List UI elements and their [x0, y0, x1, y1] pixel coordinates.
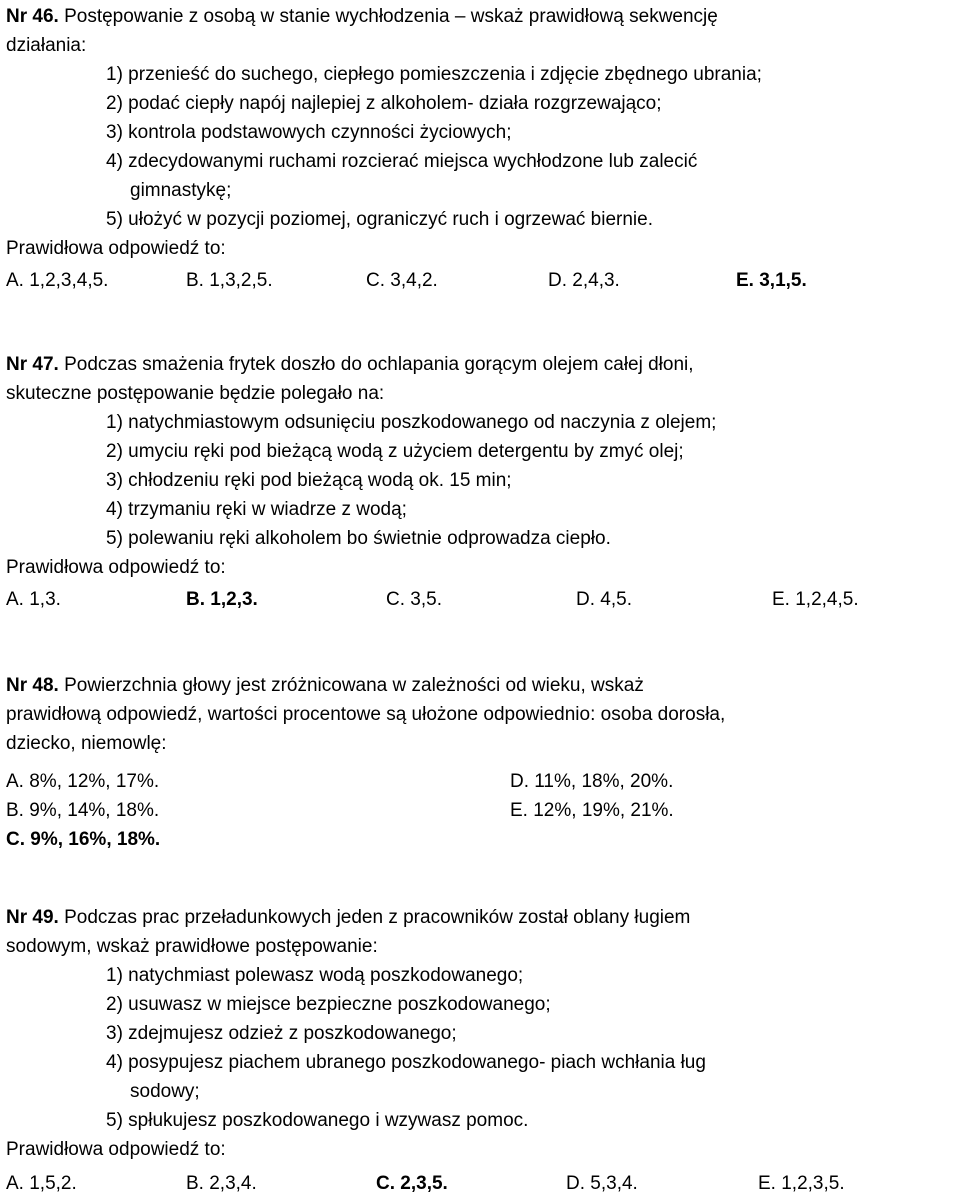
- option-item-5: 5) spłukujesz poszkodowanego i wzywasz pomoc.: [106, 1110, 529, 1131]
- question-49-stem-line-1: [6, 905, 690, 931]
- question-stem: dziecko, niemowlę:: [6, 733, 167, 754]
- option-item-2: 2) umyciu ręki pod bieżącą wodą z użyciem detergentu by zmyć olej;: [106, 441, 684, 462]
- answer-d: D. 5,3,4.: [566, 1173, 638, 1194]
- question-number: Nr 46.: [6, 6, 59, 27]
- question-stem: Podczas prac przeładunkowych jeden z pracowników został oblany ługiem: [64, 907, 691, 928]
- option-item-3: 3) kontrola podstawowych czynności życiowych;: [106, 122, 512, 143]
- question-stem: sodowym, wskaż prawidłowe postępowanie:: [6, 936, 378, 957]
- answer-d: D. 11%, 18%, 20%.: [510, 771, 674, 792]
- option-item-1: 1) przenieść do suchego, ciepłego pomieszczenia i zdjęcie zbędnego ubrania;: [106, 64, 762, 85]
- question-47-stem-line-1: [6, 352, 694, 378]
- answer-d: D. 4,5.: [576, 589, 632, 610]
- question-48-stem-line-1: [6, 673, 644, 699]
- question-stem: prawidłową odpowiedź, wartości procentowe są ułożone odpowiednio: osoba dorosła,: [6, 704, 726, 725]
- answer-b: B. 1,3,2,5.: [186, 270, 273, 291]
- answer-e: E. 1,2,4,5.: [772, 589, 859, 610]
- option-item-4-continued: gimnastykę;: [130, 180, 232, 201]
- option-item-3: 3) zdejmujesz odzież z poszkodowanego;: [106, 1023, 457, 1044]
- option-item-3: 3) chłodzeniu ręki pod bieżącą wodą ok. 15 min;: [106, 470, 512, 491]
- question-stem: Powierzchnia głowy jest zróżnicowana w zależności od wieku, wskaż: [64, 675, 644, 696]
- option-item-2: 2) usuwasz w miejsce bezpieczne poszkodowanego;: [106, 994, 551, 1015]
- option-item-4: 4) trzymaniu ręki w wiadrze z wodą;: [106, 499, 407, 520]
- question-number: Nr 49.: [6, 907, 59, 928]
- answer-e: E. 12%, 19%, 21%.: [510, 800, 674, 821]
- question-stem: Postępowanie z osobą w stanie wychłodzenia – wskaż prawidłową sekwencję: [64, 6, 718, 27]
- answer-b: B. 2,3,4.: [186, 1173, 257, 1194]
- answer-b-correct: B. 1,2,3.: [186, 589, 258, 610]
- question-number: Nr 47.: [6, 354, 59, 375]
- option-item-2: 2) podać ciepły napój najlepiej z alkoholem- działa rozgrzewająco;: [106, 93, 662, 114]
- option-item-5: 5) polewaniu ręki alkoholem bo świetnie odprowadza ciepło.: [106, 528, 611, 549]
- question-stem: skuteczne postępowanie będzie polegało na:: [6, 383, 385, 404]
- answer-a: A. 1,3.: [6, 589, 61, 610]
- option-item-5: 5) ułożyć w pozycji poziomej, ograniczyć ruch i ogrzewać biernie.: [106, 209, 654, 230]
- answer-prompt: Prawidłowa odpowiedź to:: [6, 238, 226, 259]
- answer-c-correct: C. 2,3,5.: [376, 1173, 448, 1194]
- question-stem: Podczas smażenia frytek doszło do ochlapania gorącym olejem całej dłoni,: [64, 354, 694, 375]
- option-item-1: 1) natychmiast polewasz wodą poszkodowanego;: [106, 965, 524, 986]
- answer-b: B. 9%, 14%, 18%.: [6, 800, 160, 821]
- answer-prompt: Prawidłowa odpowiedź to:: [6, 557, 226, 578]
- answer-c: C. 3,4,2.: [366, 270, 438, 291]
- question-stem: działania:: [6, 35, 87, 56]
- option-item-1: 1) natychmiastowym odsunięciu poszkodowanego od naczynia z olejem;: [106, 412, 717, 433]
- question-number: Nr 48.: [6, 675, 59, 696]
- answer-a: A. 8%, 12%, 17%.: [6, 771, 160, 792]
- option-item-4: 4) posypujesz piachem ubranego poszkodowanego- piach wchłania ług: [106, 1052, 706, 1073]
- answer-a: A. 1,5,2.: [6, 1173, 77, 1194]
- question-46-stem-line-1: [6, 4, 718, 30]
- answer-e: E. 1,2,3,5.: [758, 1173, 845, 1194]
- answer-c: C. 3,5.: [386, 589, 442, 610]
- option-item-4: 4) zdecydowanymi ruchami rozcierać miejsca wychłodzone lub zalecić: [106, 151, 698, 172]
- answer-e-correct: E. 3,1,5.: [736, 270, 807, 291]
- answer-d: D. 2,4,3.: [548, 270, 620, 291]
- answer-c-correct: C. 9%, 16%, 18%.: [6, 829, 161, 850]
- option-item-4-continued: sodowy;: [130, 1081, 200, 1102]
- answer-a: A. 1,2,3,4,5.: [6, 270, 109, 291]
- answer-prompt: Prawidłowa odpowiedź to:: [6, 1139, 226, 1160]
